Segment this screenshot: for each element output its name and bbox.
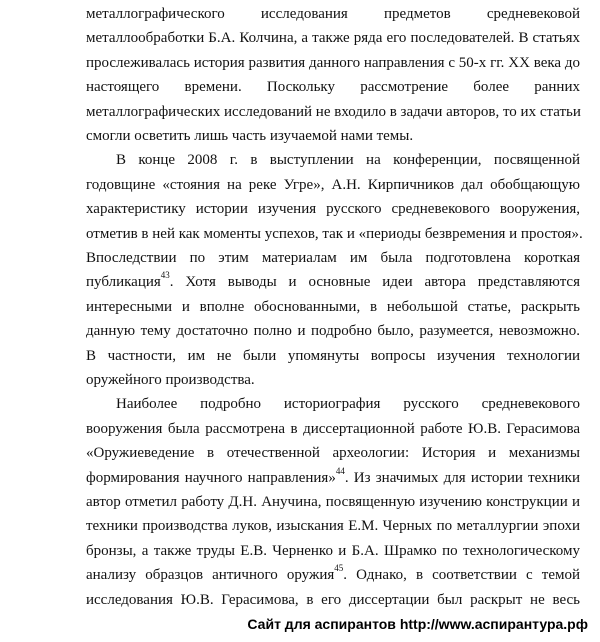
site-footer [0,612,600,636]
text-line [86,75,580,99]
text-segment: отметив в ней как моменты успехов, так и «периоды безвремения и простоя». [86,225,583,242]
text-line [86,563,580,587]
text-line [86,2,580,26]
text-line [86,173,580,197]
text-line [86,588,580,612]
text-segment: характеристику истории изучения русского средневекового вооружения, [86,201,580,218]
text-line [86,26,580,50]
text-line [86,222,583,246]
text-segment: В частности, им не были упомянуты вопросы изучения технологии [86,347,580,364]
text-line [86,417,580,441]
text-segment: данную тему достаточно полно и подробно было, разумеется, невозможно. [86,323,580,340]
text-segment: техники производства луков, изыскания Е.М. Черных по металлургии эпохи [86,518,580,535]
text-segment: интересными и вполне обоснованными, в небольшой статье, раскрыть [86,298,580,315]
text-line [86,295,580,319]
text-segment: настоящего времени. Поскольку рассмотрение более ранних [86,79,580,96]
text-line [116,148,580,172]
text-segment: годовщине «стояния на реке Угре», А.Н. Кирпичников дал обобщающую [86,176,580,193]
text-segment: исследования Ю.В. Герасимова, в его диссертации был раскрыт не весь [86,591,580,608]
text-line [116,392,580,416]
text-line [86,344,580,368]
text-segment: смогли осветить лишь часть изучаемой нами темы. [86,128,414,144]
footer-prefix: Сайт для аспирантов [247,616,400,632]
text-line [86,246,580,270]
text-segment: Наиболее подробно историография русского средневекового [116,396,580,413]
text-segment: металлографических исследований не входило в задачи авторов, то их статьи [86,103,581,120]
text-line [86,441,580,465]
footer-link[interactable]: http://www.аспирантура.рф [399,616,588,632]
footnote-ref: 45 [334,563,344,574]
text-segment: «Оружиеведение в отечественной археологии: История и механизмы [86,445,580,462]
text-line [86,466,580,490]
text-line [86,319,580,343]
text-segment: бронзы, а также труды Е.В. Черненко и Б.А. Шрамко по технологическому [86,542,580,559]
text-line [86,539,580,563]
footnote-ref: 43 [160,270,170,281]
text-segment: прослеживалась история развития данного направления с 50-х гг. XX века до [86,54,580,71]
text-segment: металлографического исследования предметов средневековой [86,6,580,22]
text-line [86,100,580,124]
text-segment: вооружения была рассмотрена в диссертационной работе Ю.В. Герасимова [86,420,580,437]
text-segment: . Хотя выводы и основные идеи автора представляются [169,274,580,291]
text-line [86,124,580,148]
text-line [86,197,580,221]
text-line [86,514,580,538]
text-line [86,51,580,75]
text-segment: формирования научного направления» [86,469,336,486]
text-segment: анализу образцов античного оружия [86,567,335,584]
text-segment: оружейного производства. [86,372,255,388]
text-segment: . Однако, в соответствии с темой [343,567,580,584]
text-line [86,490,580,514]
footnote-ref: 44 [335,465,345,476]
text-segment: автор отметил работу Д.Н. Анучина, посвященную изучению конструкции и [86,494,580,510]
text-segment: публикация [86,274,161,291]
text-segment: В конце 2008 г. в выступлении на конференции, посвященной [116,152,580,169]
text-line [86,270,580,294]
text-segment: Впоследствии по этим материалам им была подготовлена короткая [86,250,580,266]
text-segment: . Из значимых для истории техники [344,469,580,486]
text-line [86,368,580,392]
text-segment: металлообработки Б.А. Колчина, а также ряда его последователей. В статьях [86,30,580,47]
